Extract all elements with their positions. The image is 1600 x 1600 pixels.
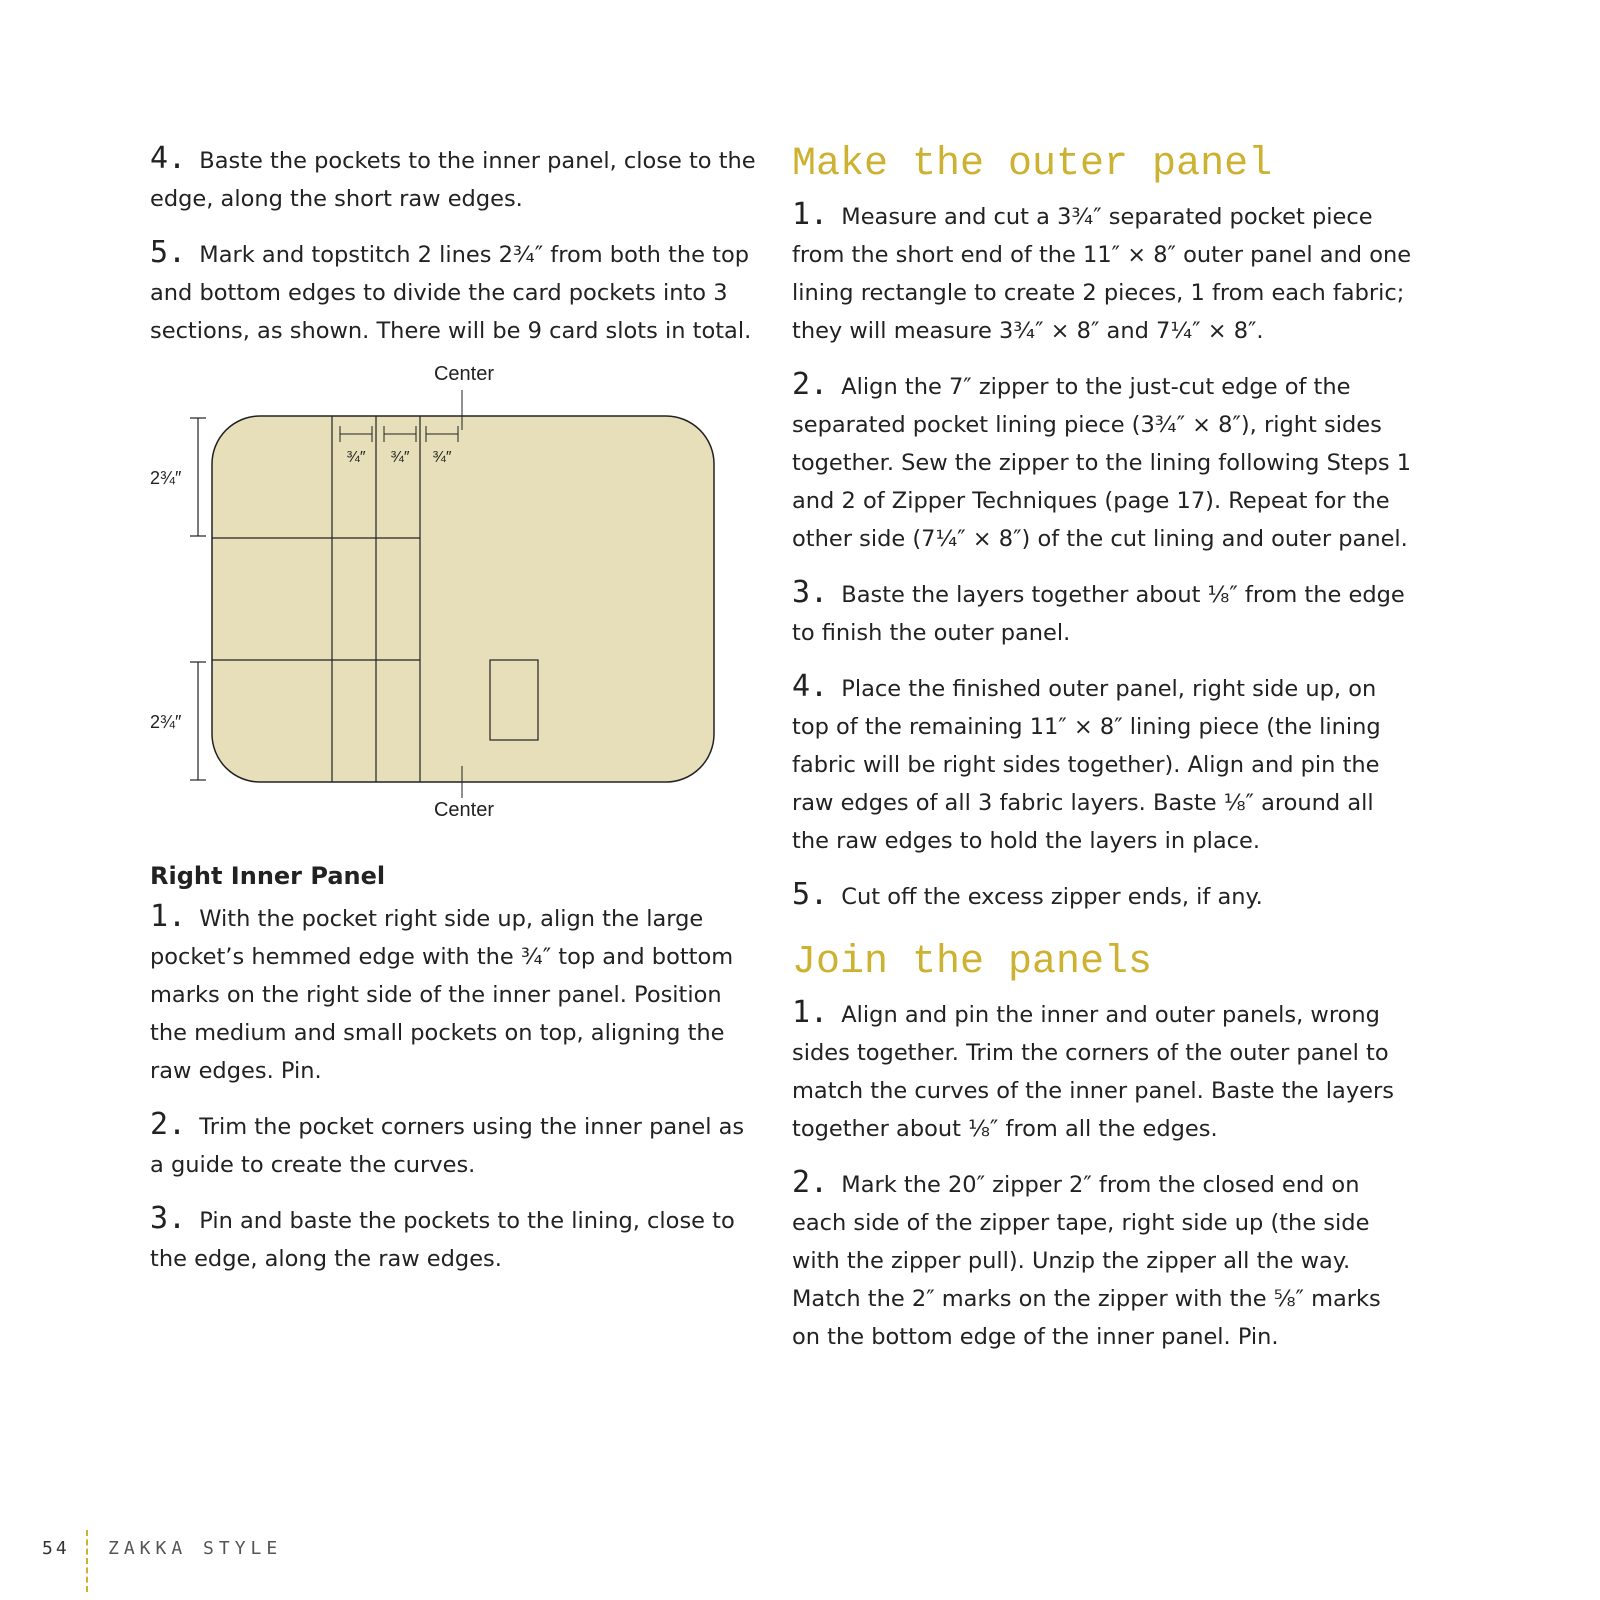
step-text: Baste the pockets to the inner panel, close to the edge, along the short raw edges. [150,148,756,212]
step-number: 2. [150,1107,187,1142]
step-text: Mark the 20″ zipper 2″ from the closed end on each side of the zipper tape, right side up (the side with the zipper pull). Unzip the zipper all the way. Match the 2″ marks on the zipper with the ⅝″ marks on the bottom edge of the inner panel. Pin. [792,1172,1381,1350]
step-1-align-pocket [150,898,760,1090]
step-5-topstitch [150,234,760,350]
inner-panel-diagram [150,366,760,836]
step-text: Cut off the excess zipper ends, if any. [841,884,1263,910]
footer-divider [86,1530,88,1592]
diagram-svg [150,366,760,836]
step-number: 5. [792,877,829,912]
panel-shape [212,416,714,782]
step-3-pin-baste [150,1200,760,1278]
step-2-trim-corners [150,1106,760,1184]
step-text: Place the finished outer panel, right side up, on top of the remaining 11″ × 8″ lining piece (the lining fabric will be right sides together). Align and pin the raw edges of all 3 fabric layers. Baste ⅛″ around all the raw edges to hold the layers in place. [792,676,1381,854]
step-number: 5. [150,235,187,270]
step-number: 1. [150,899,187,934]
step-text: Align the 7″ zipper to the just-cut edge of the separated pocket lining piece (3¾″ × 8″), right sides together. Sew the zipper to the lining following Steps 1 and 2 of Zipper Techniques (page 17). Repeat for the other side (7¼″ × 8″) of the cut lining and outer panel. [792,374,1412,552]
step-number: 4. [150,141,187,176]
step-4-place-panel [792,668,1412,860]
book-title: ZAKKA STYLE [108,1538,283,1559]
page-footer [42,1538,283,1559]
step-text: Measure and cut a 3¾″ separated pocket piece from the short end of the 11″ × 8″ outer panel and one lining rectangle to create 2 pieces, 1 from each fabric; they will measure 3¾″ × 8″ and 7¼″ × 8″. [792,204,1412,344]
slot-label: ¾″ [390,449,410,466]
dim-label-top: 2¾″ [150,468,182,488]
section-title-join-panels: Join the panels [792,940,1153,985]
center-label-bottom: Center [433,799,495,821]
step-number: 2. [792,1165,829,1200]
step-text: Trim the pocket corners using the inner panel as a guide to create the curves. [150,1114,745,1178]
step-1-align-panels [792,994,1412,1148]
step-text: With the pocket right side up, align the large pocket’s hemmed edge with the ¾″ top and bottom marks on the right side of the inner panel. Position the medium and small pockets on top, aligning the raw edges. Pin. [150,906,734,1084]
right-column [792,140,1412,1372]
step-3-baste-layers [792,574,1412,652]
step-number: 1. [792,995,829,1030]
step-1-measure-cut [792,196,1412,350]
step-text: Align and pin the inner and outer panels, wrong sides together. Trim the corners of the outer panel to match the curves of the inner panel. Baste the layers together about ⅛″ from all the edges. [792,1002,1394,1142]
step-2-mark-zipper [792,1164,1412,1356]
dimension-brackets [190,418,206,780]
slot-label: ¾″ [432,449,452,466]
step-5-cut-ends [792,876,1412,916]
subheading-right-inner-panel: Right Inner Panel [150,862,386,890]
step-text: Mark and topstitch 2 lines 2¾″ from both the top and bottom edges to divide the card pockets into 3 sections, as shown. There will be 9 card slots in total. [150,242,752,344]
section-title-outer-panel: Make the outer panel [792,142,1273,187]
step-number: 4. [792,669,829,704]
step-2-align-zipper [792,366,1412,558]
slot-label: ¾″ [346,449,366,466]
step-text: Pin and baste the pockets to the lining, close to the edge, along the raw edges. [150,1208,735,1272]
step-number: 3. [150,1201,187,1236]
step-number: 1. [792,197,829,232]
step-4-baste [150,140,760,218]
left-column [150,140,760,1294]
step-number: 2. [792,367,829,402]
step-number: 3. [792,575,829,610]
center-label-top: Center [433,366,495,385]
dim-label-bottom: 2¾″ [150,712,182,732]
page-number: 54 [42,1538,70,1559]
step-text: Baste the layers together about ⅛″ from the edge to finish the outer panel. [792,582,1405,646]
